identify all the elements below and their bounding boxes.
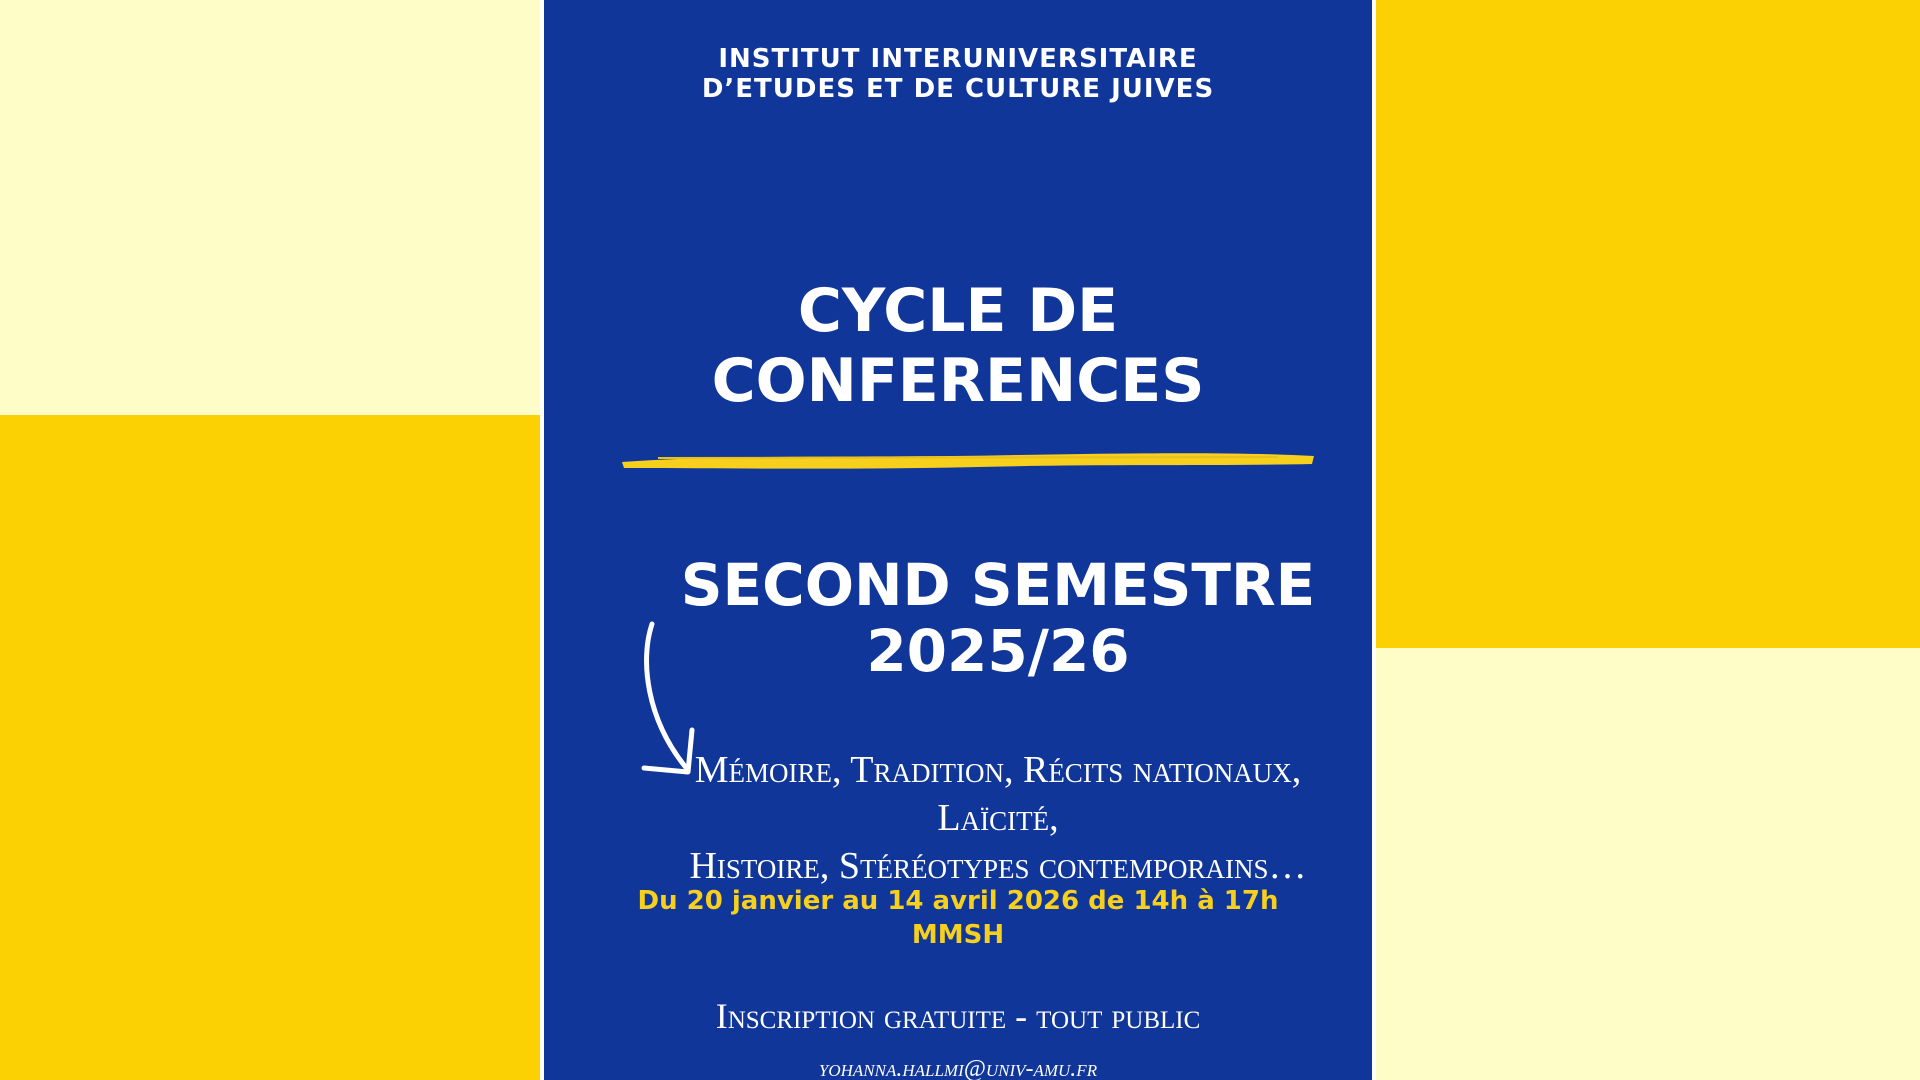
semester-heading xyxy=(628,552,1368,684)
brush-stroke-underline xyxy=(618,446,1318,472)
themes-line-2: Histoire, Stéréotypes contemporains… xyxy=(689,845,1307,887)
background-block-bottom-right xyxy=(1372,648,1920,1080)
institute-line-2: D’ETUDES ET DE CULTURE JUIVES xyxy=(701,74,1215,104)
themes-line-1: Mémoire, Tradition, Récits nationaux, Laïcité, xyxy=(694,749,1302,839)
institute-name xyxy=(548,44,1368,104)
registration-note: Inscription gratuite - tout public xyxy=(715,996,1201,1036)
dates-line-2: MMSH xyxy=(911,920,1005,950)
themes-list xyxy=(668,746,1328,890)
dates-line-1: Du 20 janvier au 14 avril 2026 de 14h à 17h xyxy=(637,886,1279,916)
poster-content xyxy=(548,0,1368,1080)
poster-title xyxy=(548,276,1368,416)
conference-poster xyxy=(540,0,1376,1080)
semester-line-2: 2025/26 xyxy=(866,617,1130,685)
institute-line-1: INSTITUT INTERUNIVERSITAIRE xyxy=(718,44,1198,74)
background-block-top-right xyxy=(1372,0,1920,648)
background-block-top-left xyxy=(0,0,548,415)
contact-email[interactable]: yohanna.hallmi@univ-amu.fr xyxy=(818,1056,1098,1080)
semester-line-1: SECOND SEMESTRE xyxy=(680,551,1316,619)
background-block-bottom-left xyxy=(0,415,548,1080)
event-dates xyxy=(588,884,1328,952)
title-line-1: CYCLE DE xyxy=(797,276,1119,346)
title-line-2: CONFERENCES xyxy=(711,346,1205,416)
